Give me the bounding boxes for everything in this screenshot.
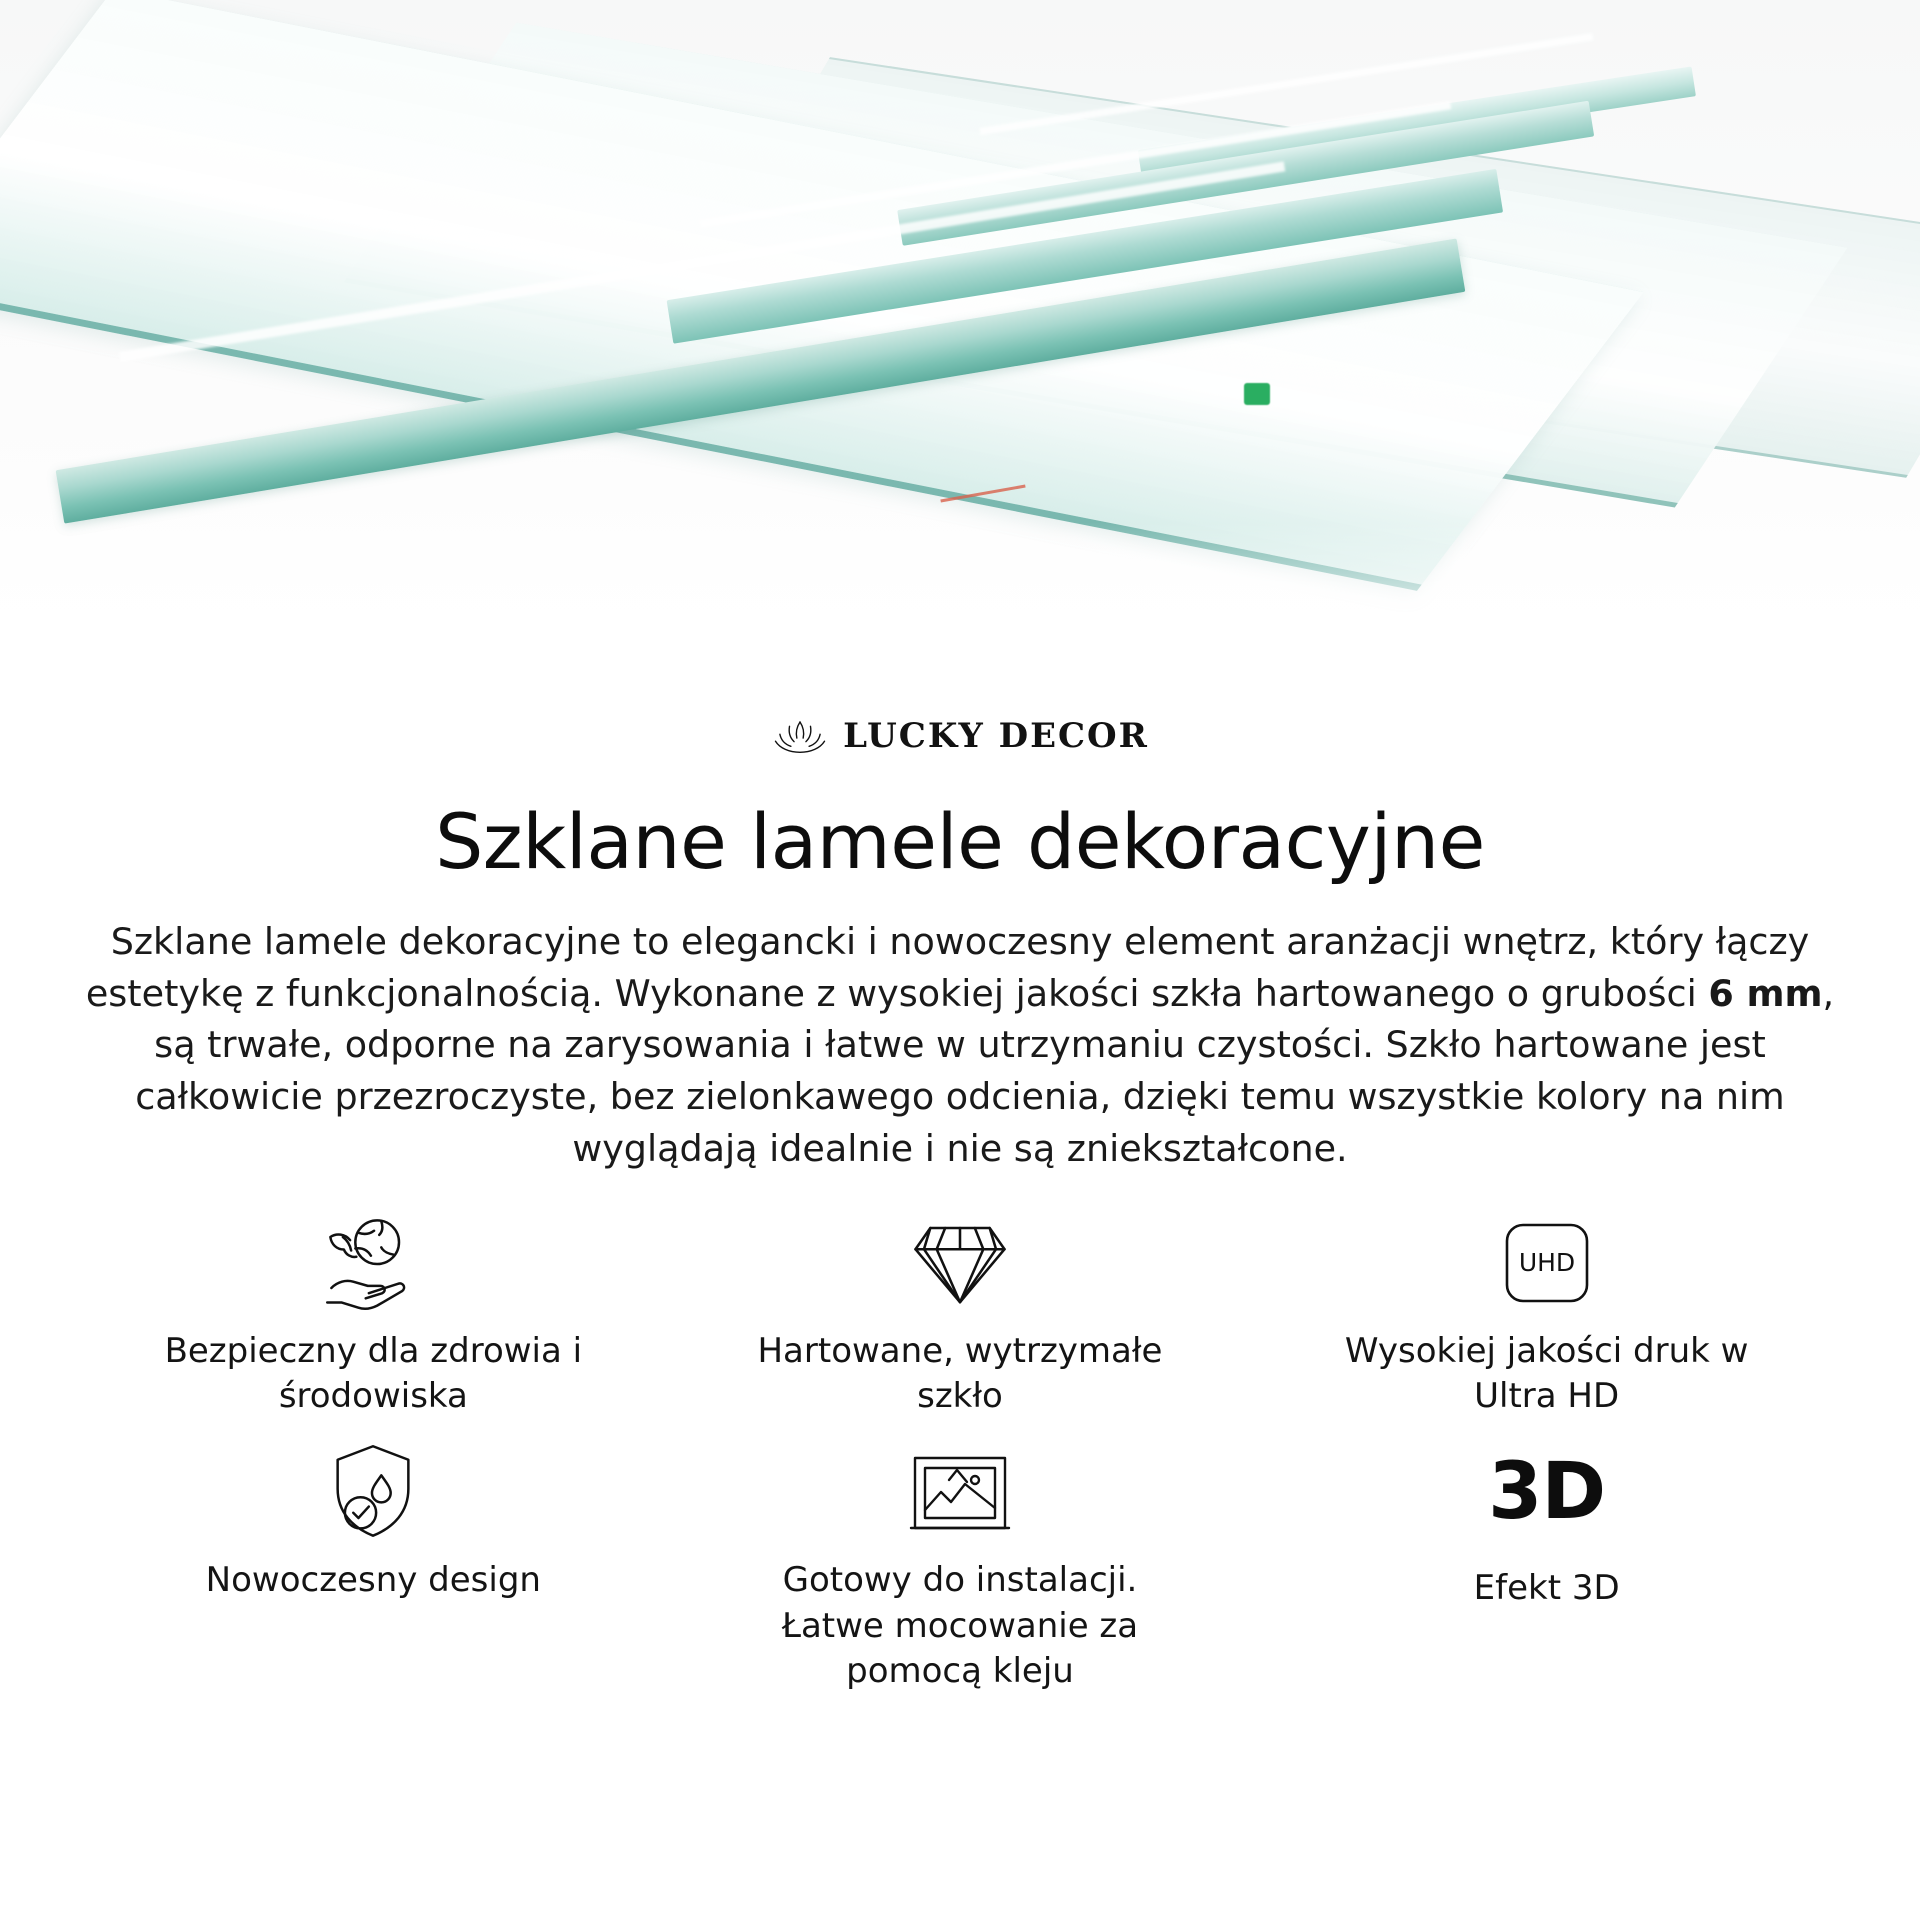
- shield-droplet-check-icon: [314, 1436, 432, 1548]
- feature-grid: [80, 1201, 1840, 1695]
- feature-tempered-label: Hartowane, wytrzymałe szkło: [757, 1330, 1163, 1417]
- svg-text:UHD: UHD: [1518, 1247, 1575, 1277]
- description-part-1: Szklane lamele dekoracyjne to elegancki i nowoczesny element aranżacji wnętrz, który łączy estetykę z funkcjonalnością. Wykonane z wysokiej jakości szkła hartowanego o grubości: [85, 919, 1810, 1015]
- page-title: Szklane lamele dekoracyjne: [435, 797, 1485, 886]
- feature-uhd: [1253, 1201, 1840, 1420]
- hero-bottom-fade: [0, 522, 1920, 672]
- brand-lockup: [0, 706, 1920, 766]
- feature-installation-label: Gotowy do instalacji. Łatwe mocowanie za pomocą kleju: [781, 1560, 1139, 1692]
- feature-uhd-label: Wysokiej jakości druk w Ultra HD: [1344, 1330, 1749, 1417]
- feature-3d-label: Efekt 3D: [1473, 1568, 1620, 1609]
- description-thickness-value: 6 mm: [1708, 971, 1823, 1015]
- green-reflection-dot: [1244, 383, 1270, 405]
- uhd-badge-icon: [1488, 1207, 1606, 1319]
- diamond-icon: [901, 1207, 1019, 1319]
- eco-hand-globe-icon: [314, 1207, 432, 1319]
- feature-3d: [1253, 1430, 1840, 1695]
- feature-design-label: Nowoczesny design: [205, 1560, 541, 1601]
- lotus-icon: [771, 715, 829, 757]
- feature-installation: [667, 1430, 1254, 1695]
- feature-eco: [80, 1201, 667, 1420]
- product-description: [70, 916, 1850, 1175]
- brand-name: LUCKY DECOR: [843, 716, 1149, 756]
- hero-image: [0, 0, 1920, 672]
- framed-picture-icon: [901, 1436, 1019, 1548]
- feature-design: [80, 1430, 667, 1695]
- description-part-2: , są trwałe, odporne na zarysowania i łatwe w utrzymaniu czystości. Szkło hartowane jest całkowicie przezroczyste, bez zielonkawego odcienia, dzięki temu wszystkie kolory na nim wyglądają idealnie i nie są zniekształcone.: [135, 971, 1835, 1171]
- feature-tempered: [667, 1201, 1254, 1420]
- text-3d-label: 3D: [1488, 1447, 1606, 1538]
- feature-eco-label: Bezpieczny dla zdrowia i środowiska: [164, 1330, 583, 1417]
- text-3d-icon: [1488, 1436, 1606, 1548]
